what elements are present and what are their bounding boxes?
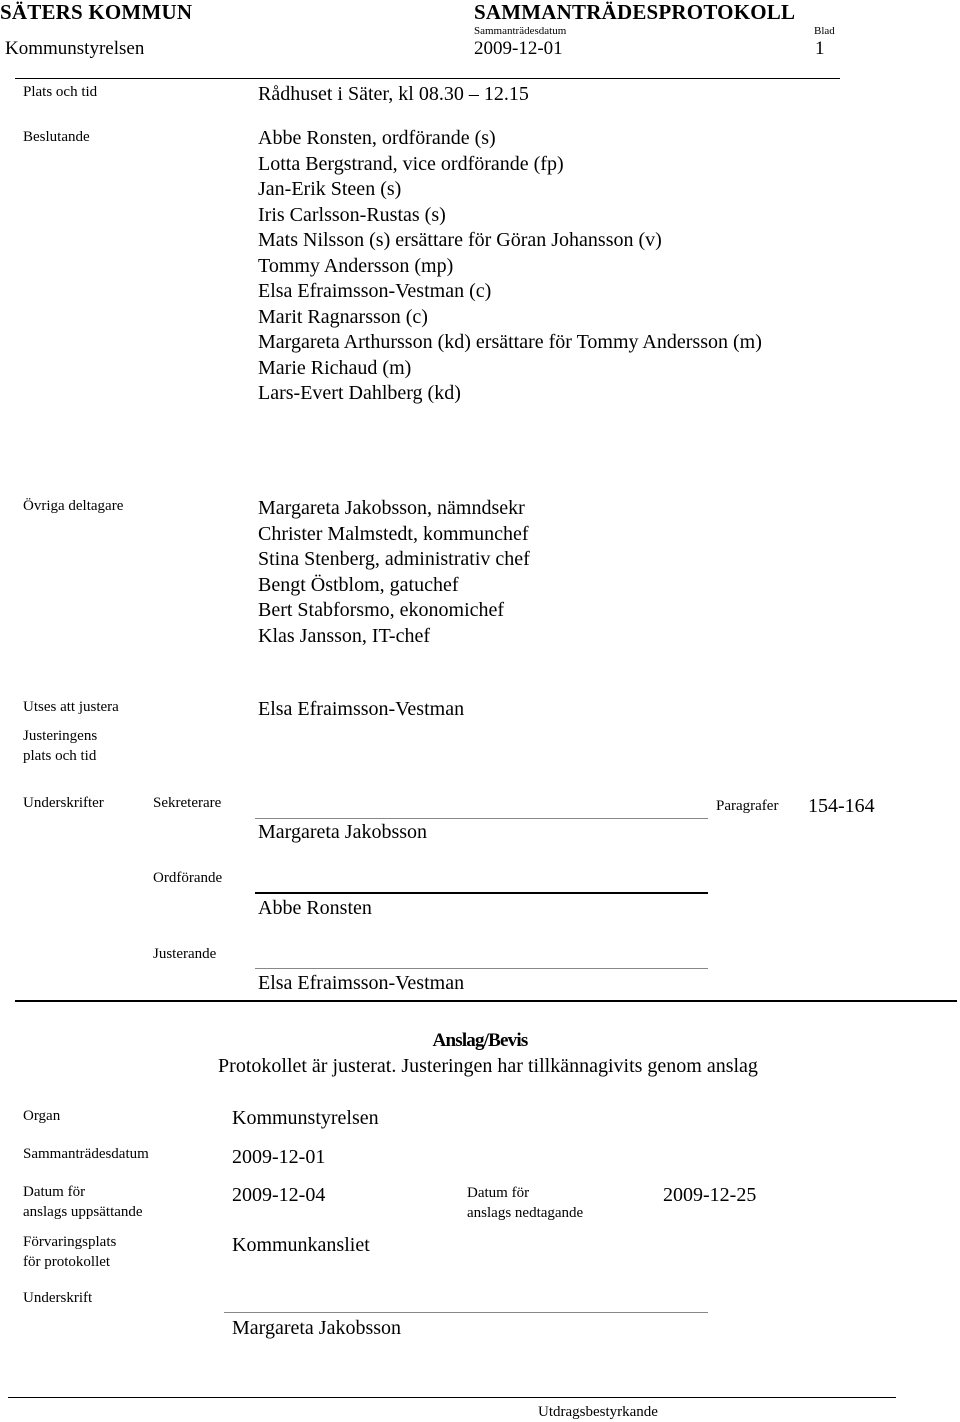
list-item: Elsa Efraimsson-Vestman (c) [258,280,492,302]
sheet-caption: Blad [814,25,835,37]
chair-label: Ordförande [153,870,223,886]
adjustment-place-label-1: Justeringens [23,728,98,744]
removed-date-label-2: anslags nedtagande [467,1205,584,1221]
header-divider [15,78,840,79]
notice-signature-line [224,1312,708,1313]
meeting-date-caption: Sammanträdesdatum [474,25,567,37]
sheet-number: 1 [815,38,825,59]
list-item: Abbe Ronsten, ordförande (s) [258,127,496,149]
adjuster-signature-line [255,968,708,969]
meeting-date: 2009-12-01 [474,38,563,59]
secretary-label: Sekreterare [153,795,222,811]
decision-makers-label: Beslutande [23,129,90,145]
list-item: Marit Ragnarsson (c) [258,305,428,328]
organ-value: Kommunstyrelsen [232,1107,379,1129]
list-item: Tommy Andersson (mp) [258,254,454,277]
organ-label: Organ [23,1108,61,1124]
list-item: Iris Carlsson-Rustas (s) [258,203,446,226]
storage-label-1: Förvaringsplats [23,1234,117,1250]
notice-date-label: Sammanträdesdatum [23,1146,149,1162]
paragraphs-label: Paragrafer [716,798,779,814]
removed-date-value: 2009-12-25 [663,1184,757,1206]
municipality-name: SÄTERS KOMMUN [0,0,193,24]
secretary-signature-line [255,818,708,819]
footer-divider [8,1397,896,1398]
list-item: Bert Stabforsmo, ekonomichef [258,599,505,621]
secretary-name: Margareta Jakobsson [258,821,428,843]
document-type-title: SAMMANTRÄDESPROTOKOLL [474,0,796,24]
list-item: Stina Stenberg, administrativ chef [258,548,530,570]
other-participants-label: Övriga deltagare [23,498,124,514]
adjuster-label: Utses att justera [23,699,119,715]
removed-date-label-1: Datum för [467,1185,530,1201]
list-item: Klas Jansson, IT-chef [258,624,431,647]
notice-text: Protokollet är justerat. Justeringen har tillkännagivits genom anslag [218,1055,758,1077]
storage-value: Kommunkansliet [232,1234,370,1256]
signature-label: Underskrift [23,1290,93,1306]
notice-date-value: 2009-12-01 [232,1146,326,1168]
excerpt-label: Utdragsbestyrkande [538,1404,658,1420]
list-item: Bengt Östblom, gatuchef [258,573,459,596]
list-item: Margareta Arthursson (kd) ersättare för Tommy Andersson (m) [258,331,762,353]
list-item: Christer Malmstedt, kommunchef [258,522,529,545]
list-item: Lotta Bergstrand, vice ordförande (fp) [258,152,564,175]
signatures-label: Underskrifter [23,795,104,811]
storage-label-2: för protokollet [23,1254,111,1270]
decision-makers-list [258,126,762,407]
list-item: Lars-Evert Dahlberg (kd) [258,382,461,404]
chair-name: Abbe Ronsten [258,897,372,919]
list-item: Mats Nilsson (s) ersättare för Göran Johansson (v) [258,229,662,251]
notice-signature-name: Margareta Jakobsson [232,1317,402,1339]
list-item: Marie Richaud (m) [258,356,412,379]
posted-date-label-1: Datum för [23,1184,86,1200]
adjustment-place-label-2: plats och tid [23,748,97,764]
posted-date-value: 2009-12-04 [232,1184,326,1206]
other-participants-list [258,496,530,649]
committee-name: Kommunstyrelsen [5,38,145,59]
place-time-value: Rådhuset i Säter, kl 08.30 – 12.15 [258,83,529,105]
posted-date-label-2: anslags uppsättande [23,1204,143,1220]
chair-signature-line [255,892,708,894]
section-divider [15,1000,957,1002]
adjuster-value: Elsa Efraimsson-Vestman [258,698,465,720]
paragraphs-value: 154-164 [808,795,875,817]
list-item: Margareta Jakobsson, nämndsekr [258,497,525,519]
adjuster-signature-label: Justerande [153,946,217,962]
adjuster-signature-name: Elsa Efraimsson-Vestman [258,972,465,994]
place-time-label: Plats och tid [23,84,98,100]
notice-title: Anslag/Bevis [432,1030,528,1051]
list-item: Jan-Erik Steen (s) [258,178,402,200]
